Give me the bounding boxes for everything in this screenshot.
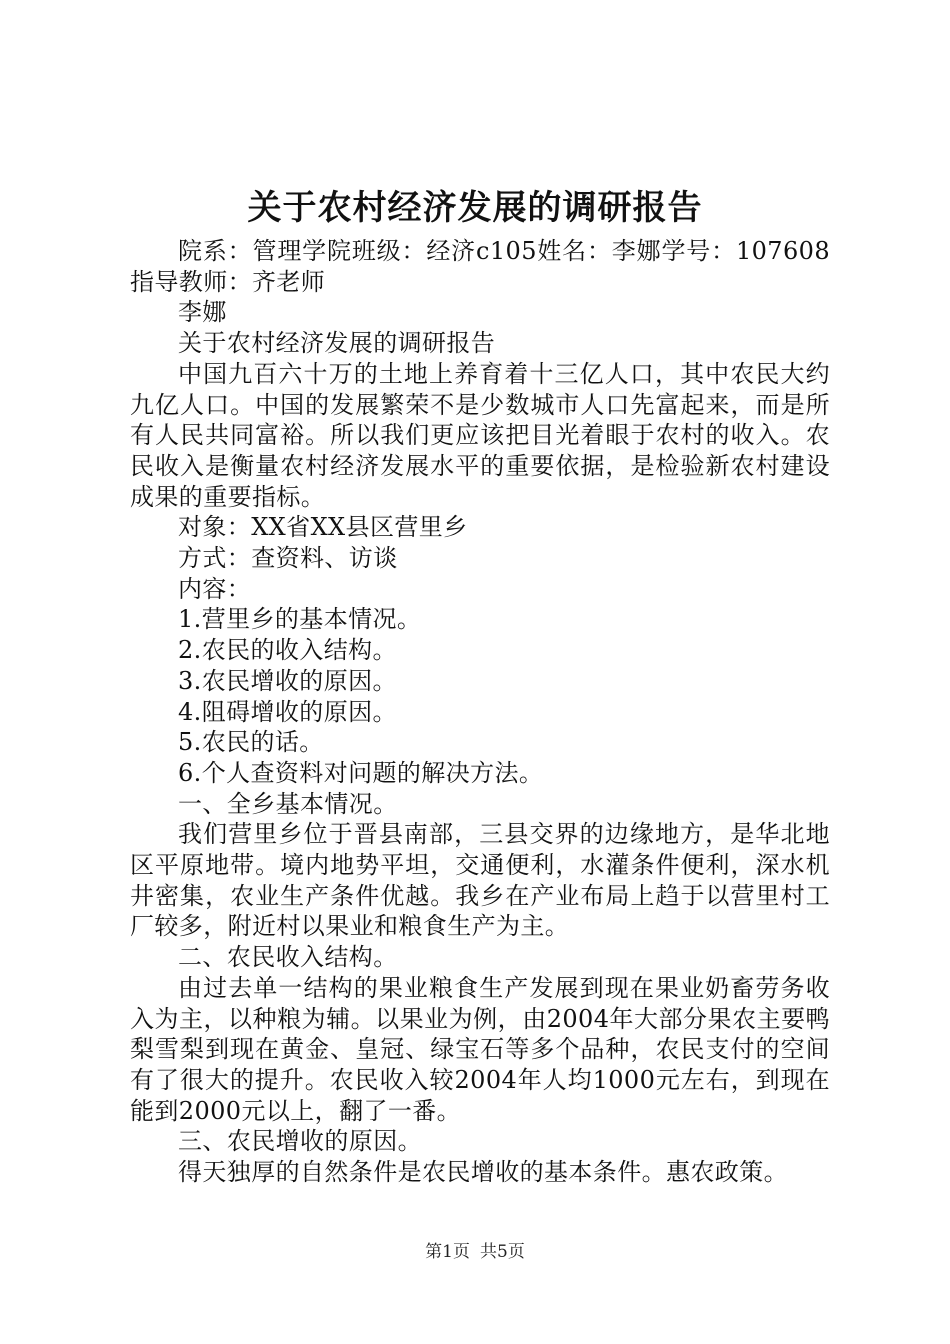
content-item: 2.农民的收入结构。 bbox=[178, 636, 397, 665]
content-item: 3.农民增收的原因。 bbox=[178, 666, 397, 695]
content-item: 1.营里乡的基本情况。 bbox=[178, 605, 422, 634]
page-footer bbox=[0, 1240, 950, 1264]
content-heading: 内容： bbox=[178, 574, 252, 603]
author-line: 李娜 bbox=[178, 298, 227, 327]
content-item: 6.个人查资料对问题的解决方法。 bbox=[178, 758, 544, 787]
body-paragraph: 得天独厚的自然条件是农民增收的基本条件。惠农政策。 bbox=[178, 1158, 788, 1187]
body-paragraph: 由过去单一结构的果业粮食生产发展到现在果业奶畜劳务收入为主，以种粮为辅。以果业为例，由2004年大部分果农主要鸭梨雪梨到现在黄金、皇冠、绿宝石等多个品种，农民支付的空间有了很大的提升。农民收入较2004年人均1000元左右，到现在能到2000元以上，翻了一番。 bbox=[130, 973, 830, 1125]
section-heading: 二、农民收入结构。 bbox=[178, 943, 398, 972]
subject-line: 对象：XX省XX县区营里乡 bbox=[178, 513, 468, 542]
section-heading: 一、全乡基本情况。 bbox=[178, 789, 398, 818]
subtitle-line: 关于农村经济发展的调研报告 bbox=[178, 329, 496, 358]
document-title: 关于农村经济发展的调研报告 bbox=[247, 188, 703, 228]
method-line: 方式：查资料、访谈 bbox=[178, 544, 398, 573]
page-total: 共5页 bbox=[480, 1242, 525, 1262]
body-paragraph: 我们营里乡位于晋县南部，三县交界的边缘地方，是华北地区平原地带。境内地势平坦，交通便利，水灌条件便利，深水机井密集，农业生产条件优越。我乡在产业布局上趋于以营里村工厂较多，附近村以果业和粮食生产为主。 bbox=[130, 820, 830, 941]
document-body bbox=[130, 236, 830, 1188]
intro-paragraph: 中国九百六十万的土地上养育着十三亿人口，其中农民大约九亿人口。中国的发展繁荣不是少数城市人口先富起来，而是所有人民共同富裕。所以我们更应该把目光着眼于农村的收入。农民收入是衡量农村经济发展水平的重要依据，是检验新农村建设成果的重要指标。 bbox=[130, 359, 830, 511]
content-item: 4.阻碍增收的原因。 bbox=[178, 697, 397, 726]
page-number: 第1页 bbox=[425, 1242, 470, 1262]
section-heading: 三、农民增收的原因。 bbox=[178, 1127, 422, 1156]
content-item: 5.农民的话。 bbox=[178, 728, 324, 757]
meta-paragraph: 院系：管理学院班级：经济c105姓名：李娜学号：107608指导教师：齐老师 bbox=[130, 237, 830, 296]
